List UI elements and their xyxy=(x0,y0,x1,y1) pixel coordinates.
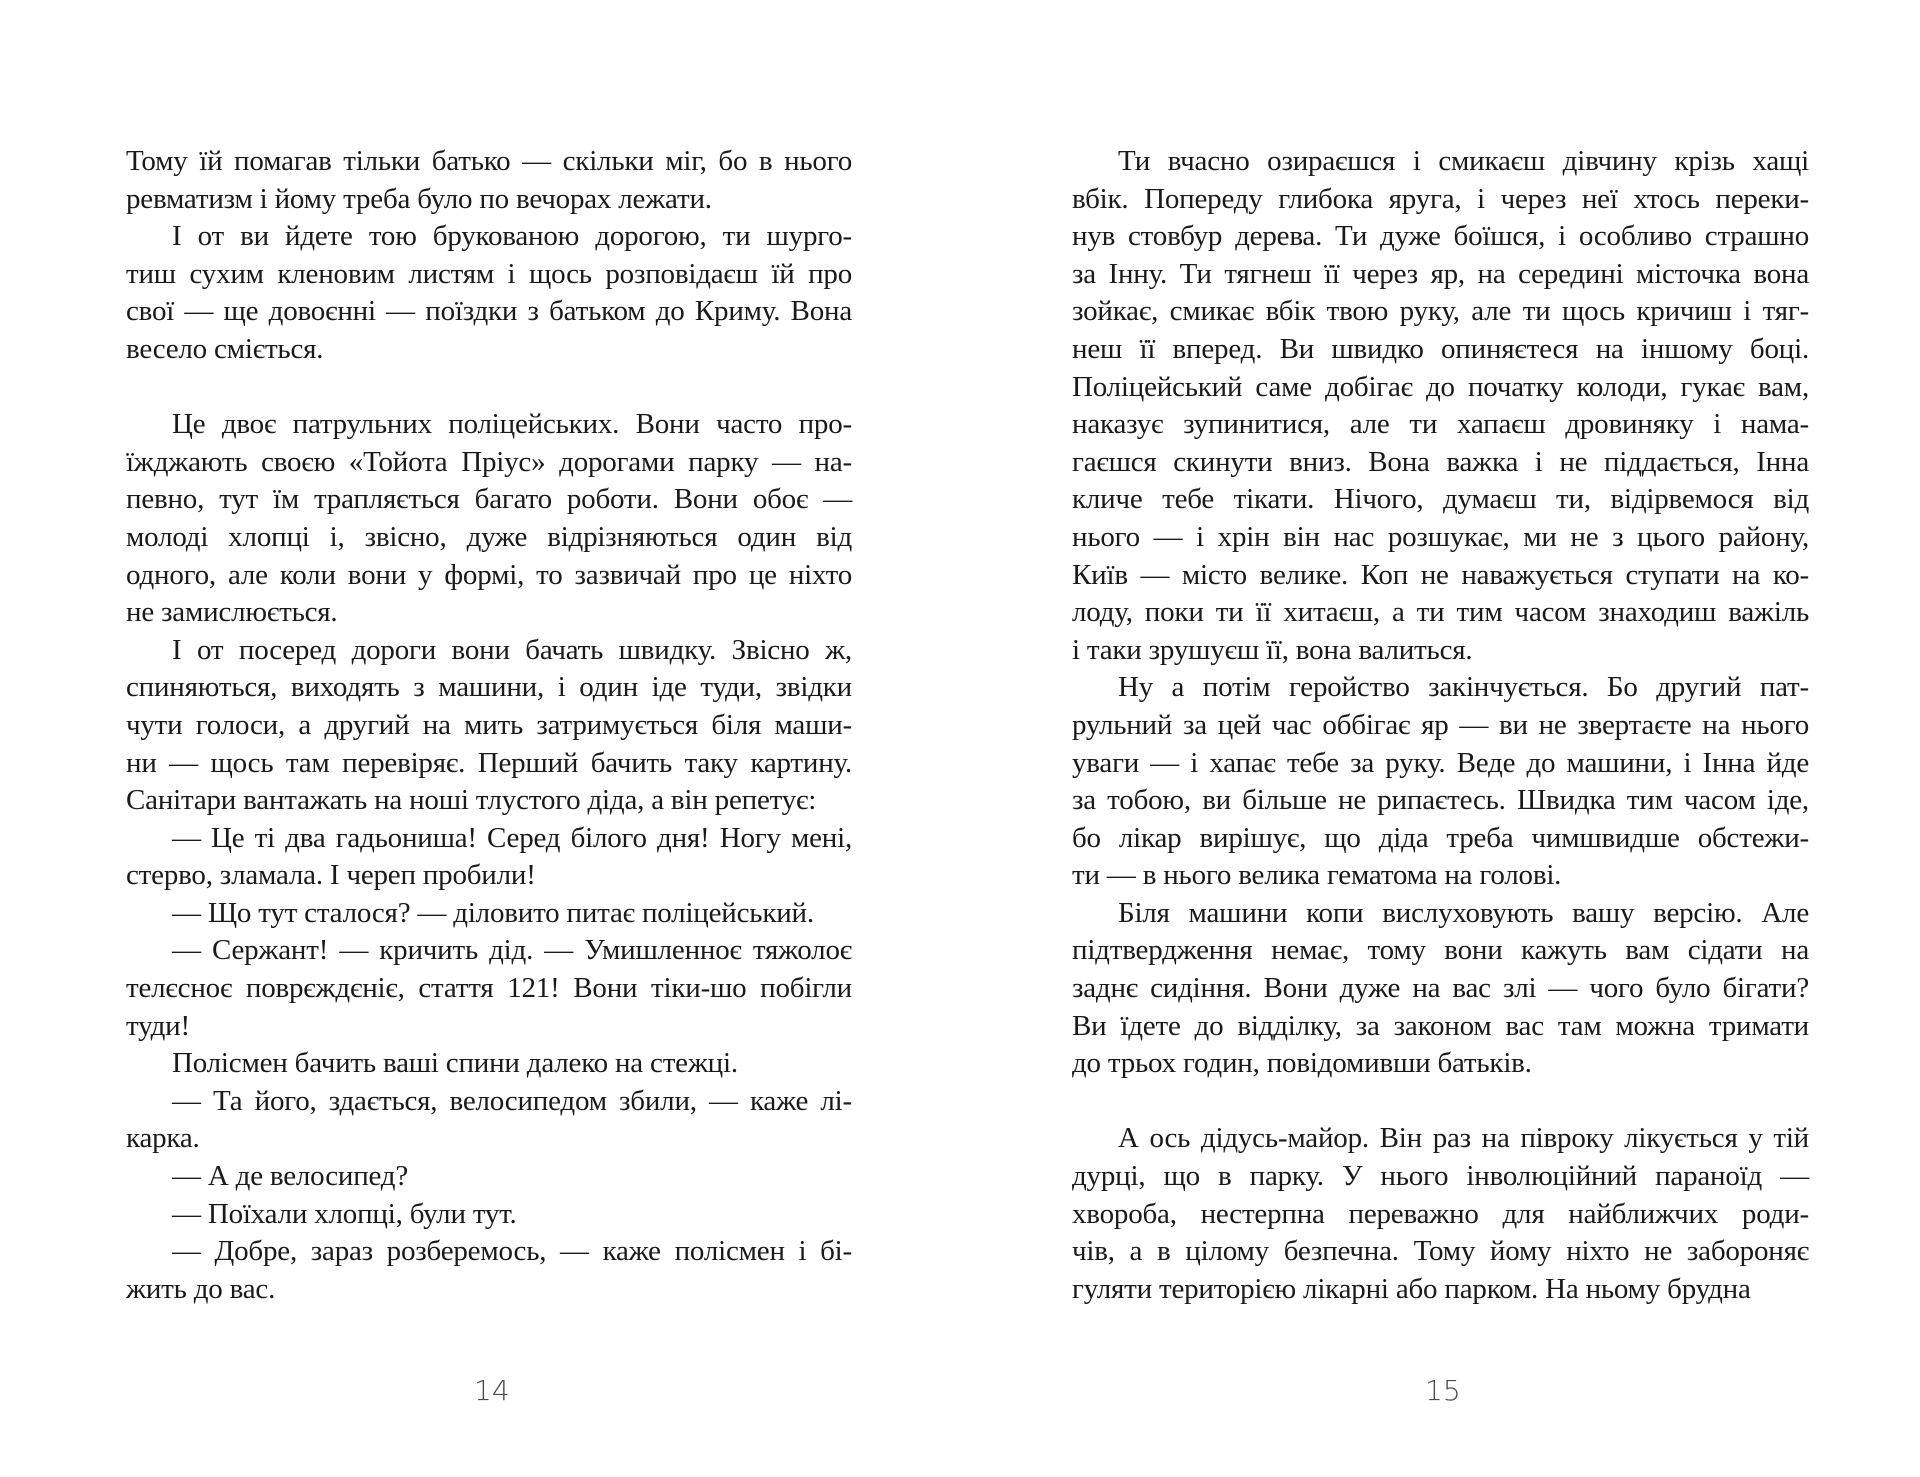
text-line: тиш сухим кленовим листям і щось розповідаєш їй про xyxy=(126,257,852,290)
paragraph xyxy=(126,895,852,933)
text-line: заднє сидіння. Вони дуже на вас злі — чого було бігати? xyxy=(1072,972,1809,1005)
paragraph xyxy=(1072,1120,1809,1308)
text-line: ти — в нього велика гематома на голові. xyxy=(1072,859,1562,892)
text-line: стерво, зламала. І череп пробили! xyxy=(126,859,536,892)
text-line: уваги — і хапає тебе за руку. Веде до машини, і Інна йде xyxy=(1072,746,1809,779)
left-page-body xyxy=(126,143,852,1308)
text-line: Це двоє патрульних поліцейських. Вони часто про- xyxy=(172,408,852,441)
text-line: Ви їдете до відділку, за законом вас там можна тримати xyxy=(1072,1009,1809,1042)
text-line: вбік. Попереду глибока яруга, і через неї хтось переки- xyxy=(1072,182,1809,215)
text-line: — Добре, зараз розберемось, — каже полісмен і бі- xyxy=(172,1235,852,1268)
text-line: їжджають своєю «Тойота Пріус» дорогами парку — на- xyxy=(126,445,852,478)
text-line: молоді хлопці і, звісно, дуже відрізняються один від xyxy=(126,520,852,553)
paragraph xyxy=(126,1233,852,1308)
paragraph xyxy=(126,932,852,1045)
paragraph xyxy=(126,406,852,632)
text-line: гаєшся скинути вниз. Вона важка і не піддається, Інна xyxy=(1072,445,1809,478)
text-line: підтвердження немає, тому вони кажуть вам сідати на xyxy=(1072,934,1809,967)
text-line: Ну а потім геройство закінчується. Бо другий пат- xyxy=(1118,671,1809,704)
text-line: неш її вперед. Ви швидко опиняєтеся на іншому боці. xyxy=(1072,332,1809,365)
text-line: дурці, що в парку. У нього інволюційний параноїд — xyxy=(1072,1160,1809,1193)
paragraph xyxy=(1072,669,1809,895)
text-line: — Що тут сталося? — діловито питає поліцейський. xyxy=(172,896,814,929)
text-line: Поліцейський саме добігає до початку колоди, гукає вам, xyxy=(1072,370,1809,403)
text-line: жить до вас. xyxy=(126,1272,276,1305)
text-line: Київ — місто велике. Коп не наважується ступати на ко- xyxy=(1072,558,1809,591)
text-line: І от ви йдете тою брукованою дорогою, ти шурго- xyxy=(172,220,852,253)
text-line: телєсноє поврєждєніє, стаття 121! Вони тіки-шо побігли xyxy=(126,972,852,1005)
text-line: кличе тебе тікати. Нічого, думаєш ти, відірвемося від xyxy=(1072,483,1809,516)
text-line: Ти вчасно озираєшся і смикаєш дівчину крізь хащі xyxy=(1118,145,1809,177)
text-line: хвороба, нестерпна переважно для найближчих роди- xyxy=(1072,1197,1809,1230)
text-line: бо лікар вирішує, що діда треба чимшвидше обстежи- xyxy=(1072,821,1809,854)
section-break xyxy=(1072,1083,1809,1121)
paragraph xyxy=(126,218,852,368)
text-line: Санітари вантажать на ноші тлустого діда, а він репетує: xyxy=(126,784,817,817)
right-page-body xyxy=(1072,143,1809,1308)
text-line: ни — щось там перевіряє. Перший бачить таку картину. xyxy=(126,746,852,779)
text-line: — Та його, здається, велосипедом збили, — каже лі- xyxy=(172,1084,852,1117)
paragraph xyxy=(126,632,852,820)
text-line: нього — і хрін він нас розшукає, ми не з цього району, xyxy=(1072,520,1809,553)
paragraph xyxy=(126,820,852,895)
paragraph xyxy=(126,143,852,218)
text-line: зойкає, смикає вбік твою руку, але ти щось кричиш і тяг- xyxy=(1072,295,1809,328)
text-line: — Сержант! — кричить дід. — Умишленноє тяжолоє xyxy=(172,934,852,967)
paragraph xyxy=(126,1158,852,1196)
text-line: наказує зупинитися, але ти хапаєш дровиняку і нама- xyxy=(1072,408,1809,441)
text-line: Біля машини копи вислуховують вашу версію. Але xyxy=(1118,896,1809,929)
text-line: — А де велосипед? xyxy=(172,1160,409,1193)
text-line: нув стовбур дерева. Ти дуже боїшся, і особливо страшно xyxy=(1072,220,1809,253)
text-line: свої — ще довоєнні — поїздки з батьком до Криму. Вона xyxy=(126,295,852,328)
text-line: карка. xyxy=(126,1122,200,1155)
text-line: до трьох годин, повідомивши батьків. xyxy=(1072,1047,1532,1080)
text-line: не замислюється. xyxy=(126,596,338,629)
text-line: чів, а в цілому безпечна. Тому йому ніхто не забороняє xyxy=(1072,1235,1809,1268)
text-line: ревматизм і йому треба було по вечорах лежати. xyxy=(126,182,712,215)
text-line: туди! xyxy=(126,1009,190,1042)
text-line: за Інну. Ти тягнеш її через яр, на середині місточка вона xyxy=(1072,257,1809,290)
text-line: гуляти територією лікарні або парком. На ньому брудна xyxy=(1072,1272,1751,1305)
paragraph xyxy=(1072,895,1809,1083)
text-line: за тобою, ви більше не рипаєтесь. Швидка тим часом іде, xyxy=(1072,784,1809,817)
right-page-number: 15 xyxy=(1425,1374,1461,1407)
paragraph xyxy=(126,1045,852,1083)
paragraph xyxy=(126,1196,852,1234)
paragraph xyxy=(126,1083,852,1158)
text-line: одного, але коли вони у формі, то зазвичай про це ніхто xyxy=(126,558,852,591)
text-line: І от посеред дороги вони бачать швидку. Звісно ж, xyxy=(172,633,852,666)
text-line: — Поїхали хлопці, були тут. xyxy=(172,1197,517,1230)
text-line: — Це ті два гадьониша! Серед білого дня! Ногу мені, xyxy=(172,821,852,854)
text-line: Полісмен бачить ваші спини далеко на стежці. xyxy=(172,1047,738,1080)
section-break xyxy=(126,369,852,407)
text-line: певно, тут їм трапляється багато роботи. Вони обоє — xyxy=(126,483,852,516)
text-line: весело сміється. xyxy=(126,332,324,365)
text-line: спиняються, виходять з машини, і один іде туди, звідки xyxy=(126,671,852,704)
text-line: А ось дідусь-майор. Він раз на півроку лікується у тій xyxy=(1118,1122,1809,1155)
text-line: Тому їй помагав тільки батько — скільки міг, бо в нього xyxy=(126,145,852,177)
text-line: чути голоси, а другий на мить затримується біля маши- xyxy=(126,708,852,741)
text-line: рульний за цей час оббігає яр — ви не звертаєте на нього xyxy=(1072,708,1809,741)
paragraph xyxy=(1072,143,1809,669)
left-page-number: 14 xyxy=(474,1374,510,1407)
text-line: і таки зрушуєш її, вона валиться. xyxy=(1072,633,1473,666)
text-line: лоду, поки ти її хитаєш, а ти тим часом знаходиш важіль xyxy=(1072,596,1809,629)
